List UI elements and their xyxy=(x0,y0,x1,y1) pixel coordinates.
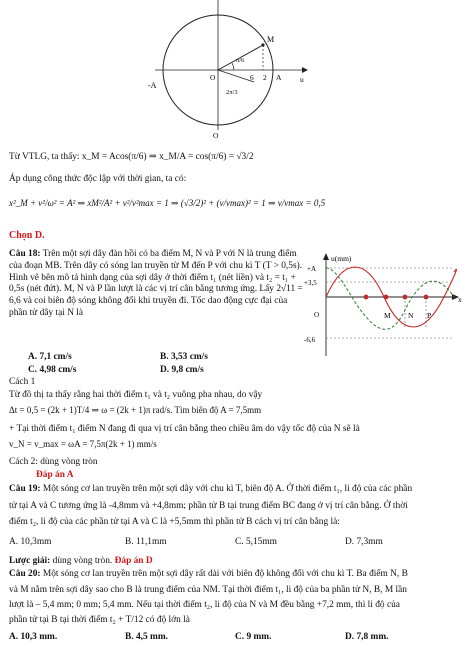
label-neg-a: -A xyxy=(148,81,157,90)
q19-line1: Một sóng cơ lan truyền trên một sợi dây với chu kì T, biên độ A. Ở thời điểm t₁, li độ của các phần xyxy=(42,484,413,494)
sol18-line3: + Tại thời điểm t₁ điểm N đang đi qua vị trí cân bằng theo chiều âm do vậy tốc độ của N sẽ là xyxy=(9,424,360,434)
q20-option-b: B. 4,5 mm. xyxy=(125,632,168,642)
q20-option-d: D. 7,8 mm. xyxy=(345,632,389,642)
sol19-answer: Đáp án D xyxy=(114,556,153,566)
q18-option-c: C. 4,98 cm/s xyxy=(28,365,77,375)
q20-line3: lượt là – 5,4 mm; 0 mm; 5,4 mm. Nếu tại thời điểm t₂, li độ của N và M đều bằng +7,2 mm, thì li độ của xyxy=(9,600,400,610)
answer-d: Chọn D. xyxy=(9,230,45,241)
phase-circle-figure xyxy=(150,0,310,140)
q19-option-a: A. 10,3mm xyxy=(9,537,52,547)
q20-option-c: C. 9 mm. xyxy=(235,632,272,642)
sol18-line4: v_N = v_max = ωA = 7,5π(2k + 1) mm/s xyxy=(9,439,157,449)
label-six: 6 xyxy=(250,73,254,82)
q20-line2: và M nằm trên sợi dây sao cho B là trung điểm của NM. Tại thời điểm t₁, li độ của ba phần tử N, B, M lần xyxy=(9,585,407,595)
q20-line1-row xyxy=(9,569,408,581)
q18-option-b: B. 3,53 cm/s xyxy=(160,352,208,362)
label-u: u xyxy=(300,75,304,84)
q20-label: Câu 20: xyxy=(9,569,41,579)
q18-label: Câu 18: xyxy=(9,249,41,259)
graph-neg-66: -6,6 xyxy=(304,336,316,344)
graph-m: M xyxy=(384,311,391,320)
sol19-row xyxy=(9,556,153,568)
q20-line1: Một sóng cơ lan truyền trên một sợi dây rất dài với biên độ không đổi với chu kì T. Ba điểm N, B xyxy=(42,569,408,579)
graph-n: N xyxy=(408,311,414,320)
q18-option-d: D. 9,8 cm/s xyxy=(160,365,204,375)
sol19-label: Lược giải: xyxy=(9,556,51,566)
vtlg-line: Từ VTLG, ta thấy: x_M = Acos(π/6) ⇒ x_M/A = cos(π/6) = √3/2 xyxy=(9,152,254,162)
graph-p: P xyxy=(427,311,432,320)
q19-option-b: B. 11,1mm xyxy=(125,537,167,547)
q20-option-a: A. 10,3 mm. xyxy=(9,632,58,642)
q19-option-c: C. 5,15mm xyxy=(235,537,277,547)
graph-plus-a: +A xyxy=(307,265,317,273)
q18-option-a: A. 7,1 cm/s xyxy=(28,352,72,362)
label-o: O xyxy=(210,73,216,82)
sol18-line2: Δt = 0,5 = (2k + 1)T/4 ⇒ ω = (2k + 1)π rad/s. Tìm biên độ A = 7,5mm xyxy=(9,405,262,415)
label-two: 2 xyxy=(263,73,267,82)
label-a: A xyxy=(276,73,282,82)
label-o-bottom: O xyxy=(213,131,219,140)
q19-label: Câu 19: xyxy=(9,484,41,494)
graph-x: x xyxy=(458,295,462,304)
graph-y-label: u(mm) xyxy=(331,254,352,263)
apply-formula-line: Áp dụng công thức độc lập với thời gian, ta có: xyxy=(9,174,187,184)
q19-line2: tử tại A và C tương ứng là -4,8mm và +4,8mm; phần tử B tại trung điểm BC đang ở vị trí cân bằng. Ở thời xyxy=(9,501,408,511)
sol19-text: dùng vòng tròn. xyxy=(52,556,113,566)
q20-line4: phần tử tại B tại thời điểm t₂ + T/12 có độ lớn là xyxy=(9,615,190,625)
q19-line1-row xyxy=(9,484,412,496)
independent-formula: x²_M + v²/ω² = A² ⇒ xM²/A² + v²/v²max = 1 ⇒ (√3/2)² + (v/vmax)² = 1 ⇒ v/vmax = 0,5 xyxy=(9,198,326,208)
graph-35: +3,5 xyxy=(304,279,317,287)
sol18-answer: Đáp án A xyxy=(36,470,74,480)
q19-option-d: D. 7,3mm xyxy=(345,537,383,547)
label-pi-6: π/6 xyxy=(236,57,245,64)
sol18-cach2: Cách 2: dùng vòng tròn xyxy=(9,457,98,467)
label-2pi-3: 2π/3 xyxy=(226,89,238,96)
sol18-cach1: Cách 1 xyxy=(9,377,36,387)
q19-line3: điểm t₂, li độ của các phần tử tại A và C là +5,5mm thì phần tử B cách vị trí cân bằng là: xyxy=(9,517,340,527)
q18-text: Trên một sợi dây đàn hồi có ba điểm M, N và P với N là trung điểm của đoạn MB. Trên dây có sóng lan truyền từ M đến P với chu kì T (T > 0,5s). Hình vẽ bên mô tả hình dạng của sợi dây ở thời điểm t₁ (nét liền) và t₂ = t₁ + 0,5s (nét đứt). M, N và P lần lượt là các vị trí cân bằng tương ứng. Lấy 2√11 = 6,6 và coi biên độ sóng không đổi khi truyền đi. Tốc dao động cực đại của phần tử dây tại N là xyxy=(9,249,303,318)
wave-graph xyxy=(304,252,466,360)
sol18-line1: Từ đồ thị ta thấy rằng hai thời điểm t₁ và t₂ vuông pha nhau, do vậy xyxy=(9,390,263,400)
graph-o: O xyxy=(314,311,320,319)
question-18 xyxy=(9,249,304,320)
dashed-wave xyxy=(326,268,454,329)
label-m: M xyxy=(267,35,275,44)
